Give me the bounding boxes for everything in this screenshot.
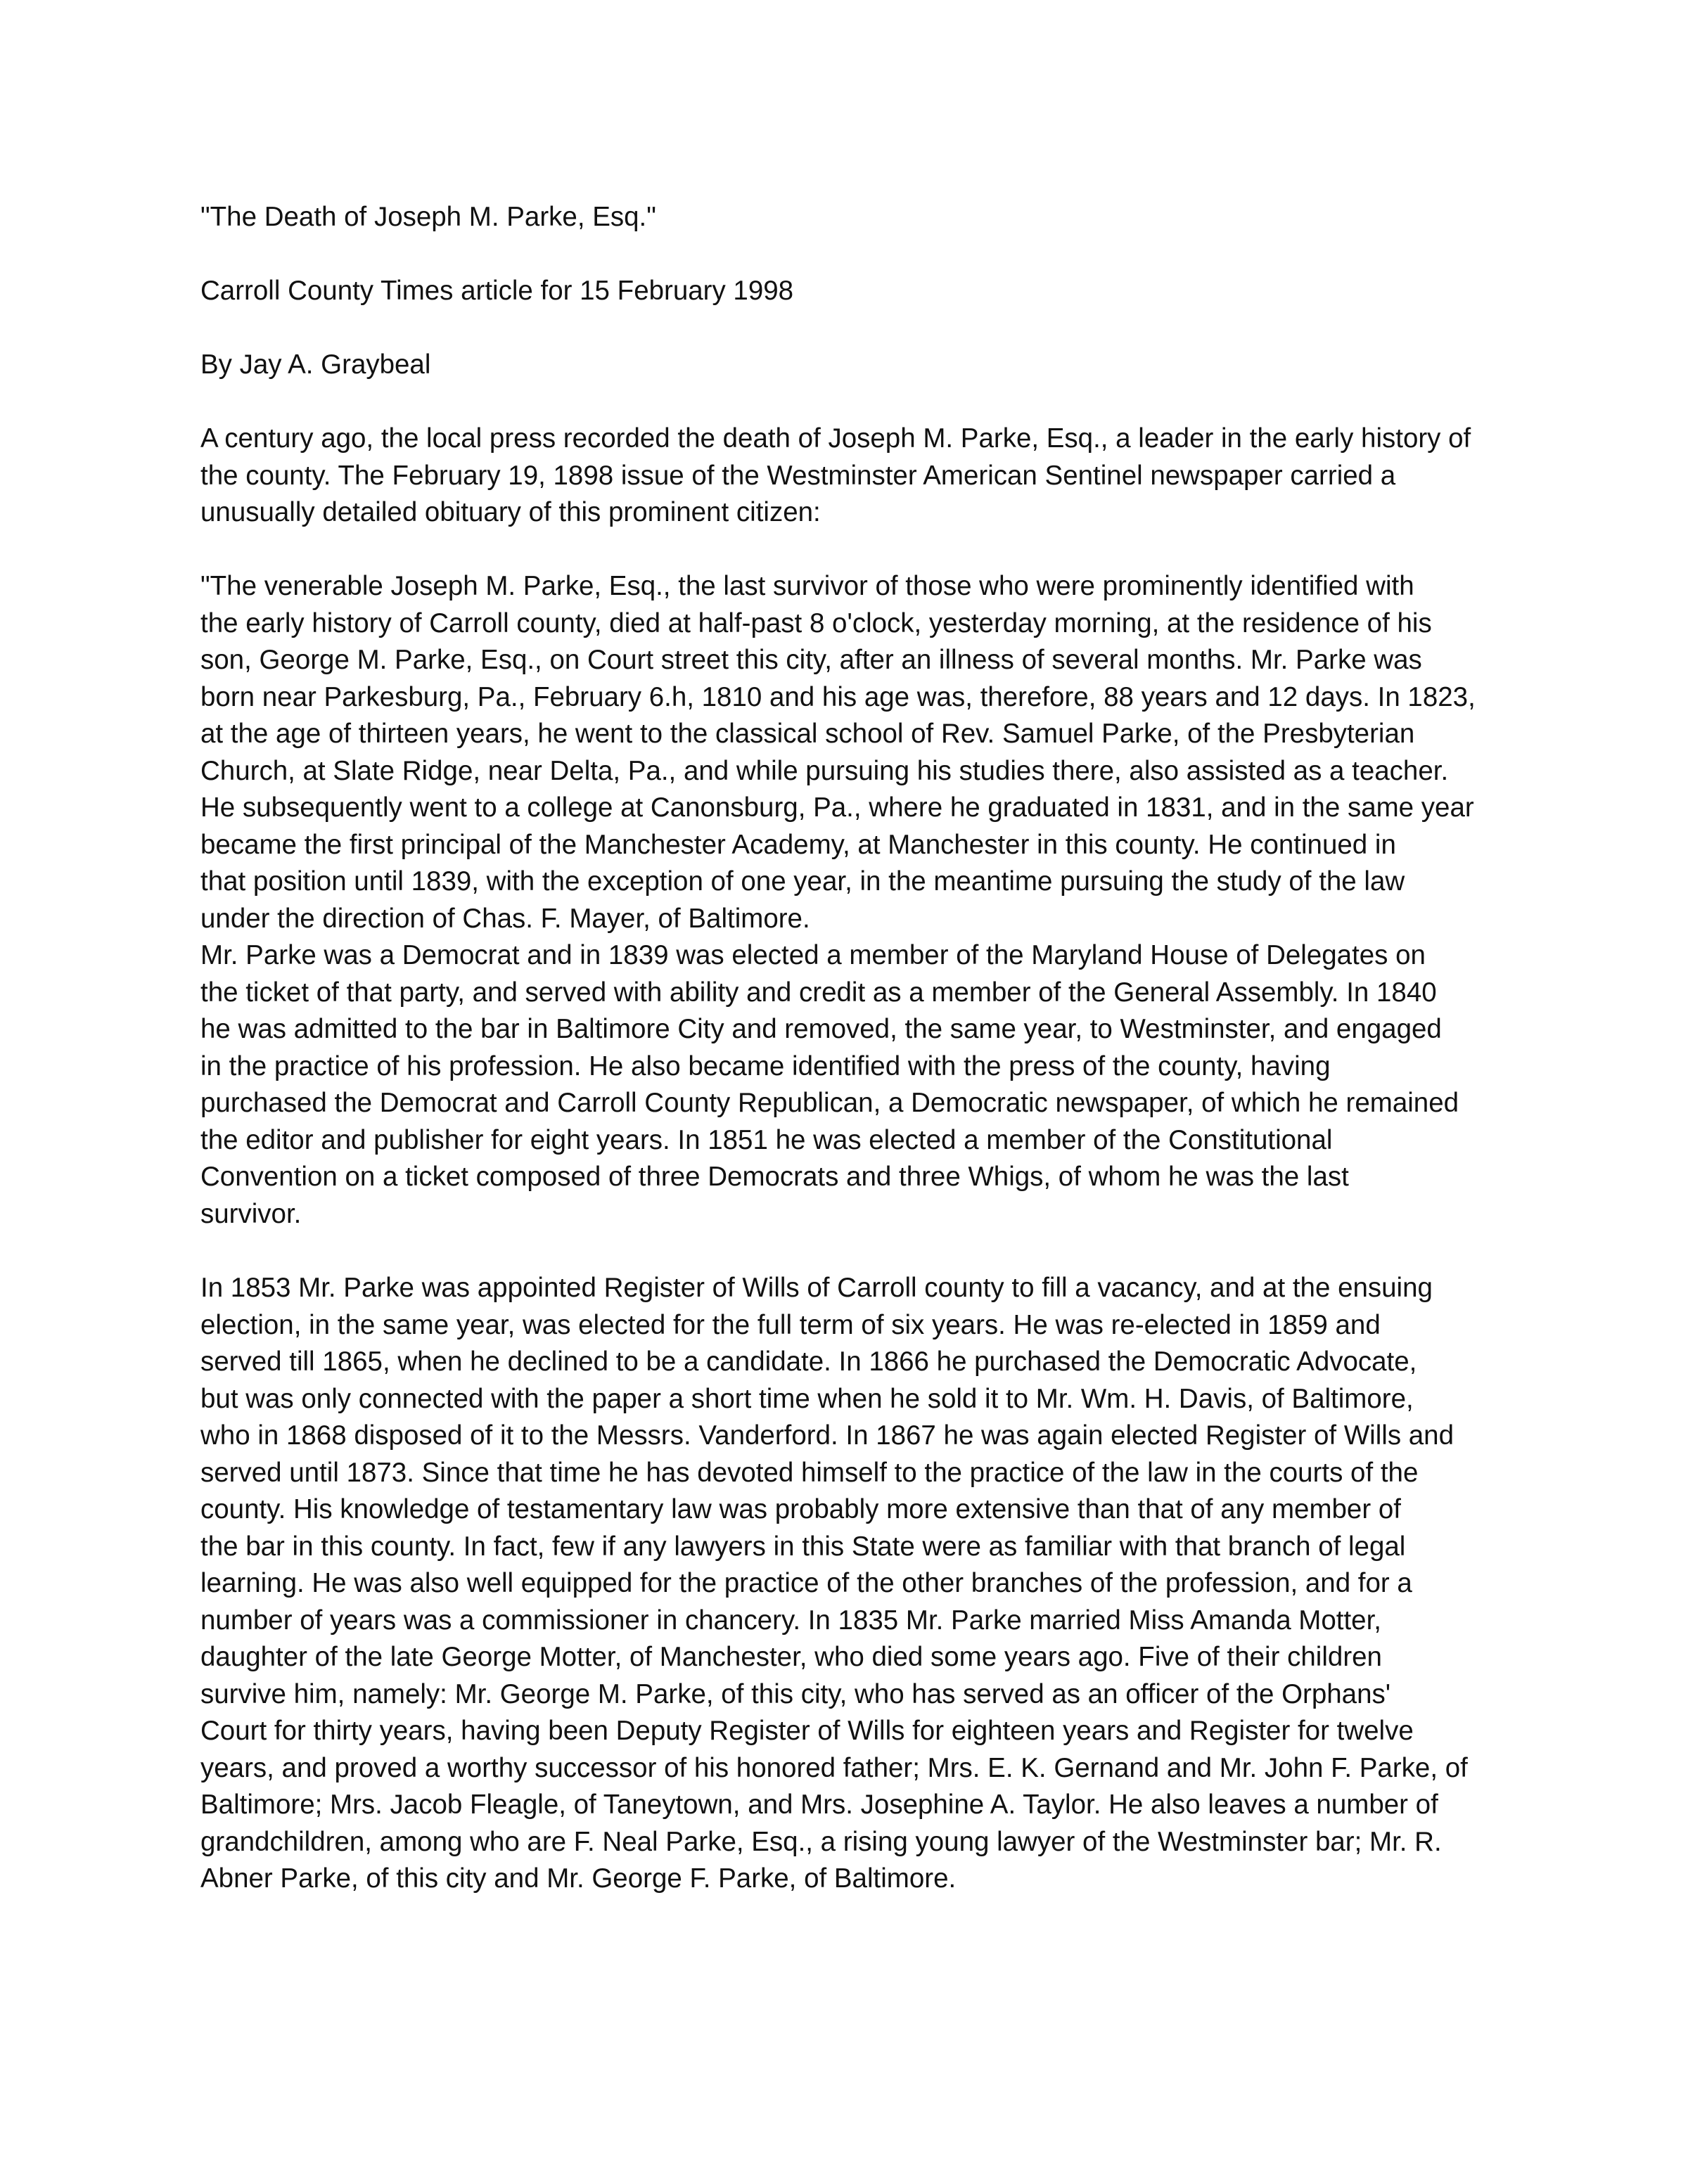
- paragraph-line: unusually detailed obituary of this prominent citizen:: [200, 497, 821, 527]
- paragraph-line: number of years was a commissioner in chancery. In 1835 Mr. Parke married Miss Amanda Motter,: [200, 1605, 1381, 1636]
- paragraph-line: learning. He was also well equipped for the practice of the other branches of the profession, and for a: [200, 1568, 1412, 1598]
- paragraph-line: the early history of Carroll county, died at half-past 8 o'clock, yesterday morning, at the residence of his: [200, 608, 1432, 638]
- intro-paragraph: [200, 420, 1509, 532]
- obituary-quote-part-1: [200, 568, 1509, 1233]
- paragraph-line: "The venerable Joseph M. Parke, Esq., the last survivor of those who were prominently identified with: [200, 571, 1414, 601]
- paragraph-line: under the direction of Chas. F. Mayer, of Baltimore.: [200, 903, 810, 934]
- article-source: [200, 273, 1509, 310]
- paragraph-line: Baltimore; Mrs. Jacob Fleagle, of Taneytown, and Mrs. Josephine A. Taylor. He also leaves a number of: [200, 1790, 1438, 1820]
- paragraph-line: Abner Parke, of this city and Mr. George F. Parke, of Baltimore.: [200, 1863, 957, 1894]
- paragraph-line: the editor and publisher for eight years. In 1851 he was elected a member of the Constitutional: [200, 1124, 1333, 1155]
- paragraph-line: he was admitted to the bar in Baltimore City and removed, the same year, to Westminster, and engaged: [200, 1014, 1442, 1044]
- paragraph-line: survivor.: [200, 1198, 302, 1229]
- paragraph-line: in the practice of his profession. He also became identified with the press of the county, having: [200, 1051, 1331, 1081]
- paragraph-line: Church, at Slate Ridge, near Delta, Pa., and while pursuing his studies there, also assisted as a teacher.: [200, 755, 1449, 786]
- byline-line: By Jay A. Graybeal: [200, 349, 431, 380]
- paragraph-line: who in 1868 disposed of it to the Messrs. Vanderford. In 1867 he was again elected Register of Wills and: [200, 1420, 1454, 1451]
- source-line: Carroll County Times article for 15 February 1998: [200, 276, 794, 306]
- paragraph-line: that position until 1839, with the exception of one year, in the meantime pursuing the study of the law: [200, 866, 1405, 897]
- paragraph-line: served till 1865, when he declined to be a candidate. In 1866 he purchased the Democratic Advocate,: [200, 1347, 1417, 1377]
- paragraph-line: Convention on a ticket composed of three Democrats and three Whigs, of whom he was the last: [200, 1162, 1349, 1192]
- paragraph-line: the bar in this county. In fact, few if any lawyers in this State were as familiar with that branch of legal: [200, 1531, 1406, 1562]
- title-line: "The Death of Joseph M. Parke, Esq.": [200, 202, 656, 232]
- paragraph-line: the county. The February 19, 1898 issue of the Westminster American Sentinel newspaper carried a: [200, 460, 1396, 491]
- paragraph-line: served until 1873. Since that time he has devoted himself to the practice of the law in the courts of the: [200, 1457, 1419, 1488]
- paragraph-line: In 1853 Mr. Parke was appointed Register of Wills of Carroll county to fill a vacancy, and at the ensuing: [200, 1273, 1433, 1303]
- article-title: [200, 199, 1509, 236]
- paragraph-line: A century ago, the local press recorded the death of Joseph M. Parke, Esq., a leader in the early history of: [200, 423, 1471, 454]
- paragraph-line: at the age of thirteen years, he went to the classical school of Rev. Samuel Parke, of the Presbyterian: [200, 719, 1415, 749]
- paragraph-line: but was only connected with the paper a short time when he sold it to Mr. Wm. H. Davis, of Baltimore,: [200, 1383, 1414, 1414]
- paragraph-line: grandchildren, among who are F. Neal Parke, Esq., a rising young lawyer of the Westminster bar; Mr. R.: [200, 1826, 1442, 1857]
- obituary-quote-part-2: [200, 1270, 1509, 1898]
- article-byline: [200, 347, 1509, 384]
- paragraph-line: Mr. Parke was a Democrat and in 1839 was elected a member of the Maryland House of Delegates on: [200, 940, 1426, 970]
- paragraph-line: son, George M. Parke, Esq., on Court street this city, after an illness of several months. Mr. Parke was: [200, 645, 1422, 675]
- paragraph-line: purchased the Democrat and Carroll County Republican, a Democratic newspaper, of which he remained: [200, 1088, 1459, 1118]
- paragraph-line: county. His knowledge of testamentary law was probably more extensive than that of any member of: [200, 1494, 1401, 1524]
- paragraph-line: He subsequently went to a college at Canonsburg, Pa., where he graduated in 1831, and in the same year: [200, 792, 1474, 823]
- paragraph-line: the ticket of that party, and served with ability and credit as a member of the General Assembly. In 1840: [200, 977, 1437, 1008]
- paragraph-line: election, in the same year, was elected for the full term of six years. He was re-elected in 1859 and: [200, 1309, 1381, 1340]
- paragraph-line: Court for thirty years, having been Deputy Register of Wills for eighteen years and Register for twelve: [200, 1716, 1414, 1746]
- paragraph-line: became the first principal of the Manchester Academy, at Manchester in this county. He continued in: [200, 829, 1396, 860]
- paragraph-line: survive him, namely: Mr. George M. Parke, of this city, who has served as an officer of the Orphans': [200, 1678, 1391, 1709]
- paragraph-line: daughter of the late George Motter, of Manchester, who died some years ago. Five of their children: [200, 1642, 1382, 1672]
- paragraph-line: born near Parkesburg, Pa., February 6.h, 1810 and his age was, therefore, 88 years and 12 days. In 1823,: [200, 681, 1476, 712]
- paragraph-line: years, and proved a worthy successor of his honored father; Mrs. E. K. Gernand and Mr. John F. Parke, of: [200, 1752, 1468, 1783]
